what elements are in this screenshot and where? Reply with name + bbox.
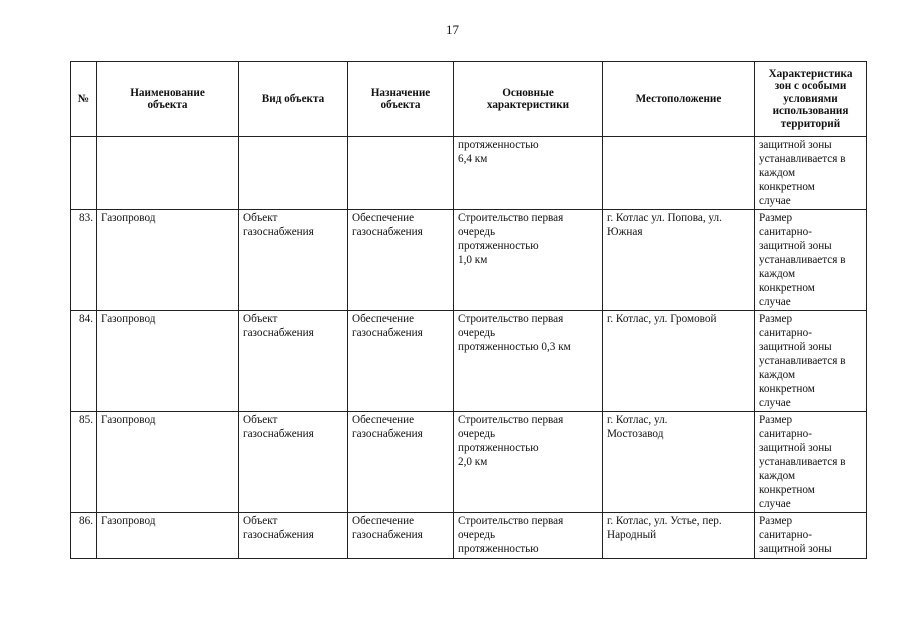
cell-purpose: Обеспечение газоснабжения [348,210,454,311]
cell-number [71,137,97,210]
header-characteristics: Основные характеристики [454,62,603,137]
cell-name: Газопровод [97,412,239,513]
cell-location: г. Котлас, ул. Устье, пер. Народный [603,513,755,559]
cell-purpose: Обеспечение газоснабжения [348,412,454,513]
header-location: Местоположение [603,62,755,137]
cell-name [97,137,239,210]
cell-zones: Размер санитарно- защитной зоны устанавливается в каждом конкретном случае [755,210,867,311]
cell-location [603,137,755,210]
cell-zones: Размер санитарно- защитной зоны устанавливается в каждом конкретном случае [755,311,867,412]
header-name: Наименование объекта [97,62,239,137]
cell-kind: Объект газоснабжения [239,311,348,412]
cell-location: г. Котлас ул. Попова, ул. Южная [603,210,755,311]
table-row-84 [71,311,867,412]
header-kind: Вид объекта [239,62,348,137]
cell-number: 84. [71,311,97,412]
cell-name: Газопровод [97,210,239,311]
cell-number: 86. [71,513,97,559]
cell-kind [239,137,348,210]
objects-table [70,61,867,559]
cell-zones: защитной зоны устанавливается в каждом конкретном случае [755,137,867,210]
cell-zones: Размер санитарно- защитной зоны устанавливается в каждом конкретном случае [755,412,867,513]
cell-characteristics: Строительство первая очередь протяженностью 1,0 км [454,210,603,311]
cell-location: г. Котлас, ул. Громовой [603,311,755,412]
cell-purpose: Обеспечение газоснабжения [348,513,454,559]
table-row-86 [71,513,867,559]
cell-characteristics: протяженностью 6,4 км [454,137,603,210]
cell-number: 83. [71,210,97,311]
table-header-row [71,62,867,137]
cell-kind: Объект газоснабжения [239,513,348,559]
header-zones: Характеристика зон с особыми условиями использования территорий [755,62,867,137]
cell-name: Газопровод [97,311,239,412]
cell-kind: Объект газоснабжения [239,210,348,311]
cell-location: г. Котлас, ул. Мостозавод [603,412,755,513]
table-row-85 [71,412,867,513]
cell-characteristics: Строительство первая очередь протяженностью 2,0 км [454,412,603,513]
table-row-continuation [71,137,867,210]
cell-zones: Размер санитарно- защитной зоны [755,513,867,559]
page-number: 17 [446,22,459,37]
header-purpose: Назначение объекта [348,62,454,137]
header-number: № [71,62,97,137]
cell-purpose: Обеспечение газоснабжения [348,311,454,412]
cell-name: Газопровод [97,513,239,559]
table-row-83 [71,210,867,311]
cell-purpose [348,137,454,210]
cell-number: 85. [71,412,97,513]
cell-characteristics: Строительство первая очередь протяженностью [454,513,603,559]
cell-kind: Объект газоснабжения [239,412,348,513]
cell-characteristics: Строительство первая очередь протяженностью 0,3 км [454,311,603,412]
